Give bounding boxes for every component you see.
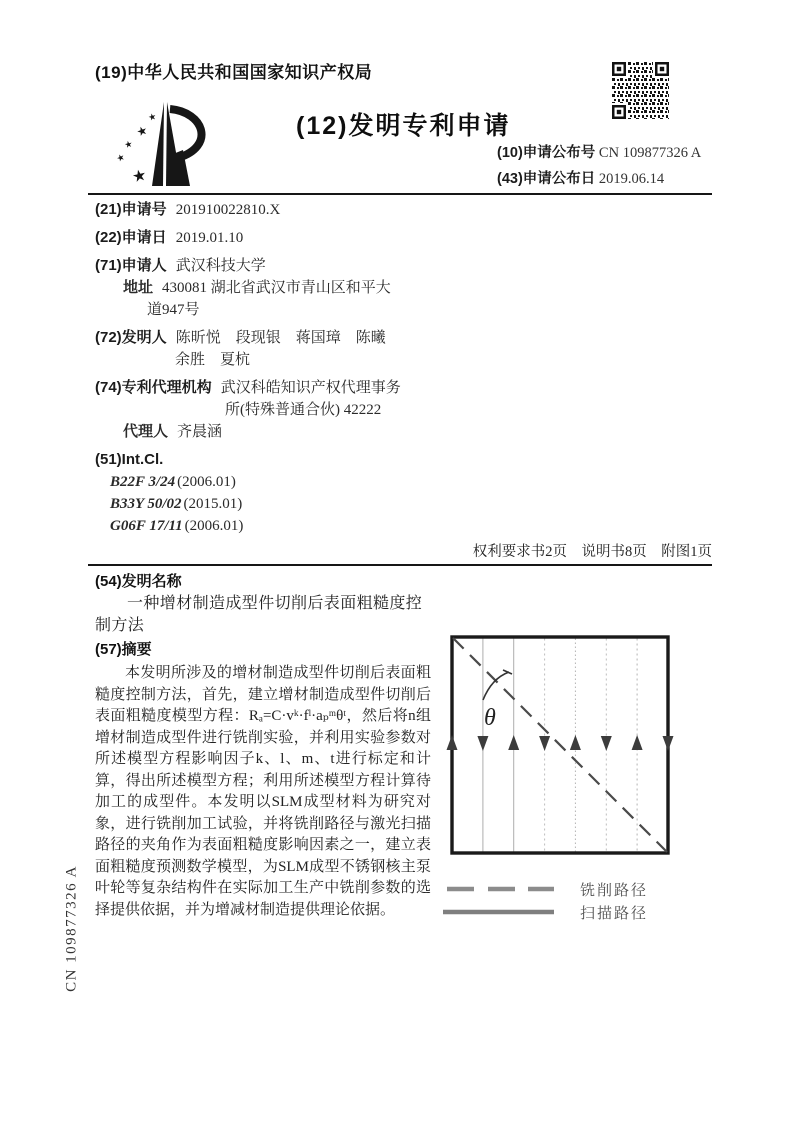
ipc-code: B22F 3/24 [110, 474, 176, 490]
agent-row [123, 421, 463, 443]
scan-direction-arrows [447, 735, 674, 751]
pages-info: 权利要求书2页 说明书8页 附图1页 [472, 544, 712, 560]
publication-number-line [497, 141, 701, 162]
address-label: 地址 [123, 279, 154, 296]
ipc-class-row [110, 515, 463, 537]
office-name: (19)中华人民共和国国家知识产权局 [95, 63, 373, 82]
figure-legend [443, 882, 648, 922]
agency-line1: 武汉科皓知识产权代理事务 [220, 380, 401, 396]
ipc-class-row [110, 493, 463, 515]
ipc-class-row [110, 471, 463, 493]
invention-title-label: (54)发明名称 [95, 573, 182, 590]
publication-date-value: 2019.06.14 [598, 171, 665, 187]
abstract-figure [440, 628, 690, 928]
application-number-row [95, 199, 463, 221]
application-number-label: (21)申请号 [95, 201, 167, 218]
header-divider [88, 193, 712, 195]
ipc-code: B33Y 50/02 [110, 496, 182, 512]
agency-row [95, 377, 463, 399]
agent-value: 齐晨涵 [177, 424, 223, 440]
address-line2: 道947号 [147, 302, 200, 318]
legend-label-milling: 铣削路径 [580, 883, 649, 899]
address-value1: 430081 湖北省武汉市青山区和平大 [162, 280, 391, 296]
cnipa-logo [112, 96, 224, 190]
ipc-code: G06F 17/11 [110, 518, 183, 534]
application-date-row [95, 227, 463, 249]
agent-label: 代理人 [123, 423, 169, 440]
address-line1 [123, 277, 463, 299]
applicant-label: (71)申请人 [95, 257, 167, 274]
star-icon: ★ [130, 166, 149, 187]
ipc-year: (2006.01) [184, 518, 244, 534]
abstract-text: 本发明所涉及的增材制造成型件切削后表面粗糙度控制方法，首先，建立增材制造成型件切削后表面粗糙度模型方程：Rₐ=C·vᵏ·fˡ·aₚᵐθᵗ，然后将n组增材制造成型件进行铣削实验，并利用实验参数对所述模型方程影响因子k、l、m、t进行标定和计算，得出所述模型方程；利用所述模型方程计算待加工的成型件。本发明以SLM成型材料为研究对象，进行铣削加工试验，并将铣削路径与激光扫描路径的夹角作为表面粗糙度影响因素之一，建立表面粗糙度预测数学模型，为SLM成型不锈钢核主泵叶轮等复杂结构件在实际加工生产中铣削参数的选择提供依据，并为增减材制造提供理论依据。 [95, 665, 431, 918]
biblio-divider [88, 564, 712, 566]
star-icon: ★ [134, 122, 150, 140]
applicant-value: 武汉科技大学 [175, 258, 266, 274]
application-number-value: 201910022810.X [175, 202, 281, 218]
ipc-year: (2006.01) [177, 474, 236, 490]
publication-date-line [497, 167, 664, 188]
application-date-label: (22)申请日 [95, 229, 167, 246]
legend-label-scanning: 扫描路径 [580, 906, 649, 922]
inventors-row [95, 327, 463, 349]
doc-type-title: (12)发明专利申请 [296, 112, 511, 140]
bibliographic-block [95, 199, 463, 537]
star-icon: ★ [147, 111, 158, 123]
applicant-row [95, 255, 463, 277]
star-icon: ★ [114, 151, 127, 164]
inventors-line2: 余胜 夏杭 [175, 352, 251, 368]
inventors-label: (72)发明人 [95, 329, 167, 346]
content-block [95, 571, 431, 921]
qr-code [612, 62, 669, 119]
agency-label: (74)专利代理机构 [95, 379, 212, 396]
intcl-label: (51)Int.Cl. [95, 451, 164, 468]
publication-number-label: (10)申请公布号 [497, 145, 596, 161]
agency-line2: 所(特殊普通合伙) 42222 [225, 402, 382, 418]
ipc-year: (2015.01) [183, 496, 243, 512]
logo-stars [115, 111, 158, 186]
vertical-publication-number: CN 109877326 A [63, 865, 80, 992]
angle-arc [483, 672, 509, 700]
inventors-line1: 陈昕悦 段现银 蒋国璋 陈曦 [175, 330, 386, 346]
intcl-row [95, 449, 463, 471]
publication-number-value: CN 109877326 A [598, 145, 702, 161]
publication-date-label: (43)申请公布日 [497, 171, 596, 187]
angle-theta-label: θ [484, 705, 496, 731]
invention-title: 一种增材制造成型件切削后表面粗糙度控制方法 [95, 595, 423, 634]
star-icon: ★ [123, 138, 134, 151]
abstract-label: (57)摘要 [95, 641, 152, 658]
application-date-value: 2019.01.10 [175, 230, 244, 246]
